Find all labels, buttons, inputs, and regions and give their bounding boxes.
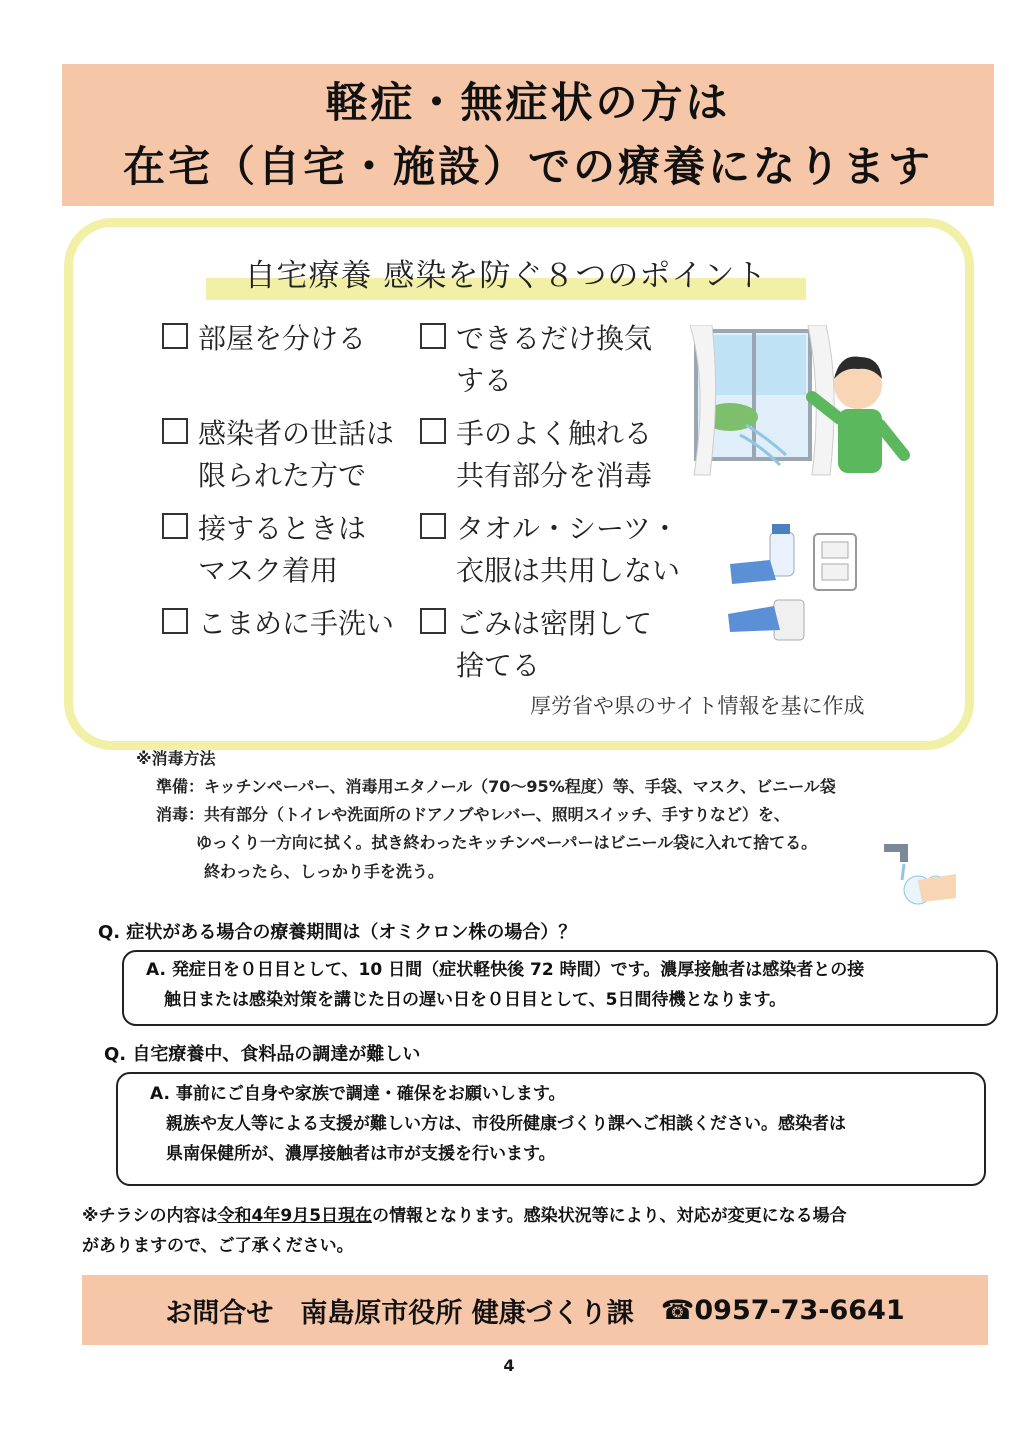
question-text: Q. 自宅療養中、食料品の調達が難しい bbox=[104, 1044, 421, 1065]
phone-icon: ☎ bbox=[660, 1294, 695, 1326]
point-item bbox=[162, 603, 394, 645]
point-item bbox=[420, 603, 652, 687]
notice bbox=[82, 1202, 847, 1231]
point-text: ごみは密閉して bbox=[456, 607, 653, 640]
checkbox-icon bbox=[420, 608, 446, 634]
checkbox-icon bbox=[162, 608, 188, 634]
checkbox-icon bbox=[420, 323, 446, 349]
point-text: 手のよく触れる bbox=[456, 417, 653, 450]
point-text: タオル・シーツ・ bbox=[456, 512, 679, 545]
point-text-line2: 衣服は共用しない bbox=[456, 554, 681, 587]
source-note: 厚労省や県のサイト情報を基に作成 bbox=[530, 694, 865, 718]
notice-date: 令和4年9月5日現在 bbox=[217, 1206, 373, 1226]
point-text-line2: 共有部分を消毒 bbox=[456, 459, 653, 492]
header-title-line1: 軽症・無症状の方は bbox=[325, 78, 731, 127]
answer-text: 親族や友人等による支援が難しい方は、市役所健康づくり課へご相談ください。感染者は bbox=[166, 1114, 846, 1134]
notice-text: がありますので、ご了承ください。 bbox=[82, 1236, 354, 1256]
header-title-line2: 在宅（自宅・施設）での療養になります bbox=[122, 142, 933, 191]
disinfection-method: 消毒：共有部分（トイレや洗面所のドアノブやレバー、照明スイッチ、手すりなど）を、 bbox=[156, 805, 790, 824]
notice-text: の情報となります。感染状況等により、対応が変更になる場合 bbox=[372, 1206, 847, 1226]
answer-text: 県南保健所が、濃厚接触者は市が支援を行います。 bbox=[166, 1144, 556, 1164]
checkbox-icon bbox=[162, 418, 188, 444]
point-text-line2: 限られた方で bbox=[198, 459, 367, 492]
point-text: こまめに手洗い bbox=[198, 607, 395, 640]
checkbox-icon bbox=[162, 513, 188, 539]
points-title: 自宅療養 感染を防ぐ８つのポイント bbox=[244, 258, 768, 294]
point-item bbox=[162, 413, 394, 497]
answer-text: 触日または感染対策を講じた日の遅い日を０日目として、5日間待機となります。 bbox=[164, 990, 787, 1010]
checkbox-icon bbox=[420, 418, 446, 444]
header-banner bbox=[62, 64, 994, 206]
disinfection-method: 終わったら、しっかり手を洗う。 bbox=[204, 862, 444, 881]
answer-text: A. 事前にご自身や家族で調達・確保をお願いします。 bbox=[150, 1084, 566, 1104]
point-text: 接するときは bbox=[198, 512, 367, 545]
point-item bbox=[420, 318, 652, 402]
point-item bbox=[420, 508, 680, 592]
disinfection-prep: 準備：キッチンペーパー、消毒用エタノール（70～95%程度）等、手袋、マスク、ビニール袋 bbox=[156, 777, 836, 796]
question-text: Q. 症状がある場合の療養期間は（オミクロン株の場合）？ bbox=[98, 922, 577, 943]
checkbox-icon bbox=[162, 323, 188, 349]
point-item bbox=[162, 508, 366, 592]
disinfection-heading: ※消毒方法 bbox=[136, 749, 216, 768]
point-item bbox=[420, 413, 652, 497]
ventilation-illustration bbox=[690, 325, 918, 485]
point-text-line2: マスク着用 bbox=[198, 554, 339, 587]
disinfection-method: ゆっくり一方向に拭く。拭き終わったキッチンペーパーはビニール袋に入れて捨てる。 bbox=[196, 833, 818, 852]
phone-number: 0957-73-6641 bbox=[694, 1294, 905, 1326]
point-text: できるだけ換気 bbox=[456, 322, 653, 355]
handwash-illustration bbox=[878, 840, 958, 914]
disinfect-illustration bbox=[722, 520, 872, 650]
notice-text: ※チラシの内容は bbox=[82, 1206, 218, 1226]
point-text: 感染者の世話は bbox=[198, 417, 395, 450]
answer-text: A. 発症日を０日目として、10 日間（症状軽快後 72 時間）です。濃厚接触者は感染者との接 bbox=[146, 960, 865, 980]
point-item bbox=[162, 318, 366, 360]
contact-banner bbox=[82, 1275, 988, 1345]
point-text: 部屋を分ける bbox=[198, 322, 367, 355]
page-number: 4 bbox=[503, 1356, 515, 1375]
contact-label: お問合せ 南島原市役所 健康づくり課 bbox=[165, 1297, 661, 1329]
checkbox-icon bbox=[420, 513, 446, 539]
point-text-line2: 捨てる bbox=[456, 649, 541, 682]
point-text-line2: する bbox=[456, 364, 513, 397]
